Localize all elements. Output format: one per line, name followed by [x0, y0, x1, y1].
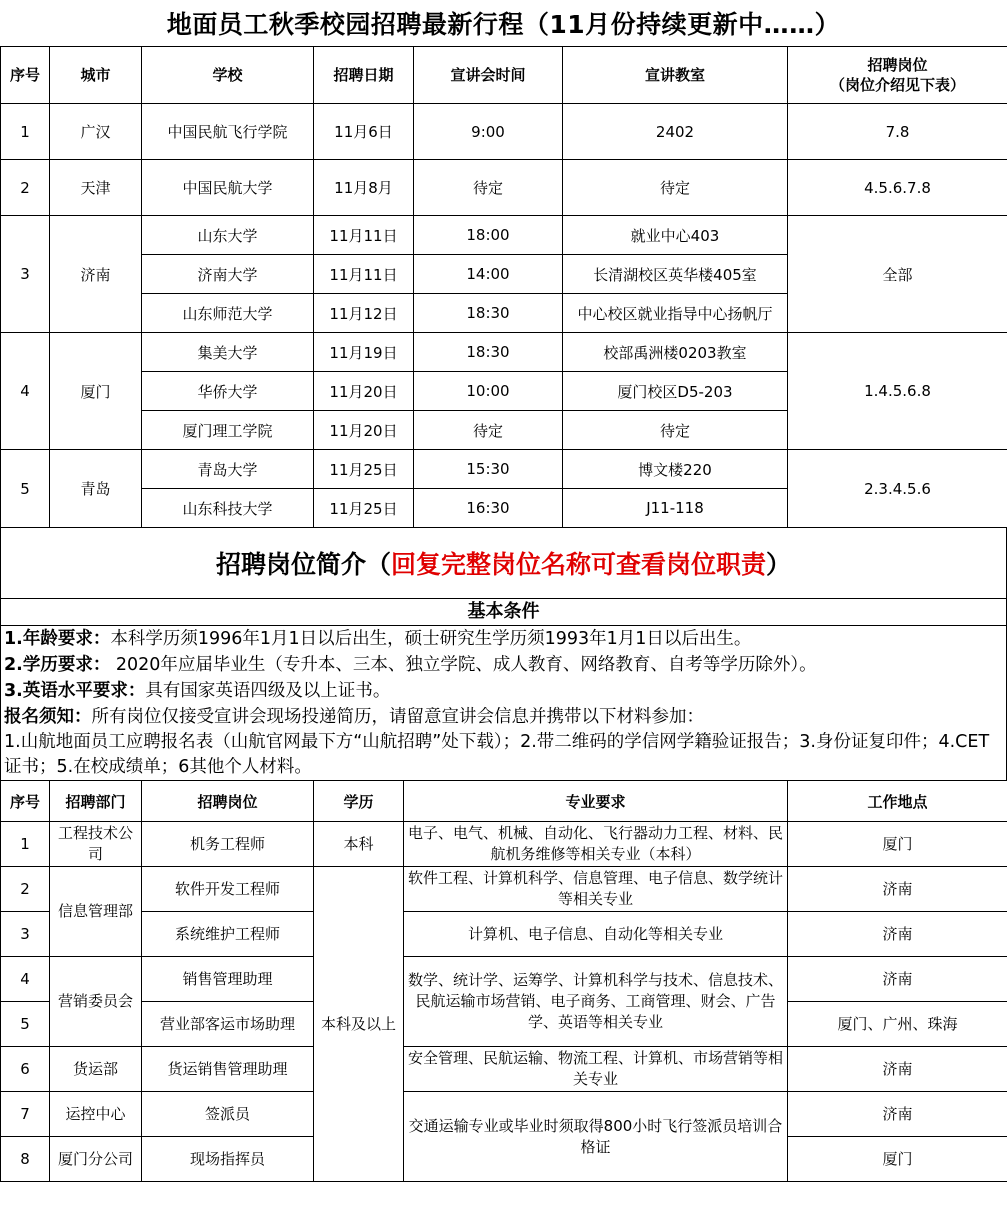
header-positions [788, 47, 1007, 104]
job-row [1, 867, 1007, 912]
header-city: 城市 [50, 47, 142, 104]
cell-city: 厦门 [50, 333, 142, 450]
job-major: 数学、统计学、运筹学、计算机科学与技术、信息技术、民航运输市场营销、电子商务、工商管理、财会、广告学、英语等相关专业 [404, 957, 788, 1047]
header-no: 序号 [1, 47, 50, 104]
job-location: 厦门、广州、珠海 [788, 1002, 1007, 1047]
job-location: 济南 [788, 957, 1007, 1002]
cell-positions: 7.8 [788, 104, 1007, 160]
job-dept: 厦门分公司 [50, 1137, 142, 1182]
cell-school: 山东科技大学 [142, 489, 314, 528]
age-label: 1.年龄要求： [4, 629, 111, 649]
cell-positions: 4.5.6.7.8 [788, 160, 1007, 216]
cell-time: 18:30 [414, 294, 563, 333]
cell-room: 2402 [563, 104, 788, 160]
job-major: 安全管理、民航运输、物流工程、计算机、市场营销等相关专业 [404, 1047, 788, 1092]
intro-title [0, 528, 1007, 598]
job-row [1, 912, 1007, 957]
job-no: 1 [1, 822, 50, 867]
cell-school: 山东大学 [142, 216, 314, 255]
age-requirement [1, 626, 1006, 652]
cell-date: 11月11日 [314, 216, 414, 255]
job-position: 现场指挥员 [142, 1137, 314, 1182]
cell-school: 厦门理工学院 [142, 411, 314, 450]
cell-school: 青岛大学 [142, 450, 314, 489]
cell-time: 16:30 [414, 489, 563, 528]
job-position: 软件开发工程师 [142, 867, 314, 912]
cell-date: 11月6日 [314, 104, 414, 160]
schedule-row [1, 104, 1007, 160]
job-dept: 营销委员会 [50, 957, 142, 1047]
cell-time: 18:00 [414, 216, 563, 255]
job-no: 6 [1, 1047, 50, 1092]
jobs-table [0, 780, 1007, 1182]
cell-no: 3 [1, 216, 50, 333]
cell-date: 11月25日 [314, 489, 414, 528]
cell-date: 11月11日 [314, 255, 414, 294]
header-time: 宣讲会时间 [414, 47, 563, 104]
job-major: 计算机、电子信息、自动化等相关专业 [404, 912, 788, 957]
jobs-header-position: 招聘岗位 [142, 781, 314, 822]
job-location: 厦门 [788, 1137, 1007, 1182]
job-dept: 运控中心 [50, 1092, 142, 1137]
job-position: 签派员 [142, 1092, 314, 1137]
cell-school: 华侨大学 [142, 372, 314, 411]
schedule-table [0, 46, 1007, 528]
job-location: 济南 [788, 867, 1007, 912]
jobs-header-edu: 学历 [314, 781, 404, 822]
basic-conditions [0, 598, 1007, 780]
job-position: 货运销售管理助理 [142, 1047, 314, 1092]
cell-school: 中国民航飞行学院 [142, 104, 314, 160]
eng-text: 具有国家英语四级及以上证书。 [145, 681, 391, 701]
cell-room: 博文楼220 [563, 450, 788, 489]
job-major: 电子、电气、机械、自动化、飞行器动力工程、材料、民航机务维修等相关专业（本科） [404, 822, 788, 867]
intro-title-highlight: 回复完整岗位名称可查看岗位职责 [390, 550, 766, 579]
job-no: 3 [1, 912, 50, 957]
jobs-header-row [1, 781, 1007, 822]
application-notice [1, 704, 1006, 730]
cell-no: 1 [1, 104, 50, 160]
cell-room: 长清湖校区英华楼405室 [563, 255, 788, 294]
job-position: 销售管理助理 [142, 957, 314, 1002]
jobs-header-major: 专业要求 [404, 781, 788, 822]
cell-room: 中心校区就业指导中心扬帆厅 [563, 294, 788, 333]
jobs-header-location: 工作地点 [788, 781, 1007, 822]
english-requirement [1, 678, 1006, 704]
job-no: 8 [1, 1137, 50, 1182]
basic-heading: 基本条件 [1, 598, 1006, 626]
cell-date: 11月12日 [314, 294, 414, 333]
header-date: 招聘日期 [314, 47, 414, 104]
cell-room: 就业中心403 [563, 216, 788, 255]
job-location: 济南 [788, 1047, 1007, 1092]
intro-title-suffix: ） [766, 550, 792, 579]
job-dept: 工程技术公司 [50, 822, 142, 867]
schedule-row [1, 450, 1007, 489]
header-positions-line2: （岗位介绍见下表） [829, 76, 965, 94]
job-row [1, 1092, 1007, 1137]
cell-date: 11月8月 [314, 160, 414, 216]
header-school: 学校 [142, 47, 314, 104]
job-edu: 本科 [314, 822, 404, 867]
intro-title-prefix: 招聘岗位简介（ [215, 550, 391, 579]
cell-room: 校部禹洲楼0203教室 [563, 333, 788, 372]
age-text: 本科学历须1996年1月1日以后出生，硕士研究生学历须1993年1月1日以后出生。 [110, 629, 752, 649]
education-requirement [1, 652, 1006, 678]
cell-positions: 2.3.4.5.6 [788, 450, 1007, 528]
cell-date: 11月20日 [314, 411, 414, 450]
job-position: 营业部客运市场助理 [142, 1002, 314, 1047]
edu-label: 2.学历要求： [4, 655, 111, 675]
cell-school: 中国民航大学 [142, 160, 314, 216]
materials-list: 1.山航地面员工应聘报名表（山航官网最下方“山航招聘”处下载）；2.带二维码的学信网学籍验证报告；3.身份证复印件；4.CET证书；5.在校成绩单；6其他个人材料。 [4, 732, 990, 777]
cell-room: J11-118 [563, 489, 788, 528]
header-room: 宣讲教室 [563, 47, 788, 104]
job-position: 系统维护工程师 [142, 912, 314, 957]
cell-date: 11月25日 [314, 450, 414, 489]
schedule-row [1, 216, 1007, 255]
job-row [1, 1047, 1007, 1092]
job-location: 济南 [788, 912, 1007, 957]
notice-text: 所有岗位仅接受宣讲会现场投递简历，请留意宣讲会信息并携带以下材料参加： [91, 707, 704, 727]
cell-no: 2 [1, 160, 50, 216]
job-no: 4 [1, 957, 50, 1002]
job-no: 5 [1, 1002, 50, 1047]
job-row [1, 822, 1007, 867]
cell-date: 11月19日 [314, 333, 414, 372]
job-location: 厦门 [788, 822, 1007, 867]
schedule-row [1, 333, 1007, 372]
cell-city: 广汉 [50, 104, 142, 160]
cell-city: 济南 [50, 216, 142, 333]
job-no: 2 [1, 867, 50, 912]
schedule-row [1, 160, 1007, 216]
cell-room: 厦门校区D5-203 [563, 372, 788, 411]
cell-time: 10:00 [414, 372, 563, 411]
cell-no: 5 [1, 450, 50, 528]
cell-time: 15:30 [414, 450, 563, 489]
job-position: 机务工程师 [142, 822, 314, 867]
cell-school: 集美大学 [142, 333, 314, 372]
cell-no: 4 [1, 333, 50, 450]
jobs-header-no: 序号 [1, 781, 50, 822]
cell-city: 青岛 [50, 450, 142, 528]
jobs-header-dept: 招聘部门 [50, 781, 142, 822]
cell-time: 9:00 [414, 104, 563, 160]
cell-room: 待定 [563, 411, 788, 450]
header-positions-line1: 招聘岗位 [867, 56, 928, 74]
edu-text: 2020年应届毕业生（专升本、三本、独立学院、成人教育、网络教育、自考等学历除外）。 [110, 655, 817, 675]
cell-time: 18:30 [414, 333, 563, 372]
notice-label: 报名须知： [4, 707, 92, 727]
cell-room: 待定 [563, 160, 788, 216]
cell-positions: 1.4.5.6.8 [788, 333, 1007, 450]
schedule-title: 地面员工秋季校园招聘最新行程（11月份持续更新中……） [166, 10, 841, 39]
eng-label: 3.英语水平要求： [4, 681, 146, 701]
cell-time: 待定 [414, 411, 563, 450]
job-location: 济南 [788, 1092, 1007, 1137]
cell-positions: 全部 [788, 216, 1007, 333]
cell-time: 14:00 [414, 255, 563, 294]
cell-city: 天津 [50, 160, 142, 216]
cell-school: 济南大学 [142, 255, 314, 294]
job-major: 软件工程、计算机科学、信息管理、电子信息、数学统计等相关专业 [404, 867, 788, 912]
cell-school: 山东师范大学 [142, 294, 314, 333]
schedule-header-row [1, 47, 1007, 104]
cell-date: 11月20日 [314, 372, 414, 411]
cell-time: 待定 [414, 160, 563, 216]
job-no: 7 [1, 1092, 50, 1137]
job-edu: 本科及以上 [314, 867, 404, 1182]
job-row [1, 957, 1007, 1002]
job-dept: 信息管理部 [50, 867, 142, 957]
job-dept: 货运部 [50, 1047, 142, 1092]
job-major: 交通运输专业或毕业时须取得800小时飞行签派员培训合格证 [404, 1092, 788, 1182]
